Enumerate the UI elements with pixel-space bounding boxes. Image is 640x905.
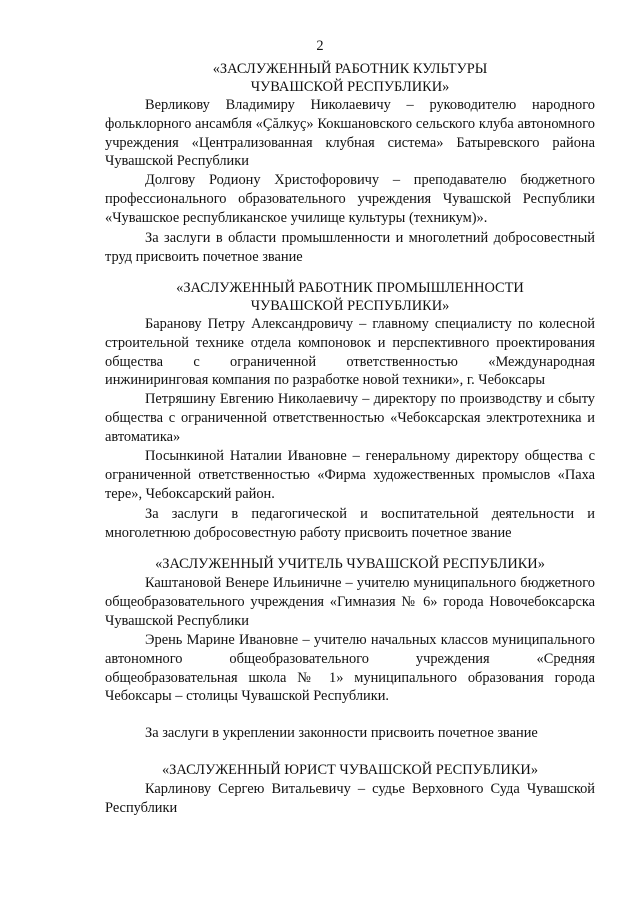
award-entry: Посынкиной Наталии Ивановне – генеральному директору общества с ограниченной ответственностью «Фирма художественных промыслов «Паха тере», Чебоксарский район. <box>105 448 595 502</box>
section-intro-teacher: За заслуги в педагогической и воспитательной деятельности и многолетнюю добросовестную работу присвоить почетное звание <box>105 506 595 541</box>
award-entry: Долгову Родиону Христофоровичу – преподавателю бюджетного профессионального образовательного учреждения Чувашской Республики «Чувашское республиканское училище культуры (техникум)». <box>105 172 595 226</box>
section-title-teacher <box>105 555 595 573</box>
award-entry: Баранову Петру Александровичу – главному специалисту по колесной строительной технике отдела компоновок и перспективного проектирования общества с ограниченной ответственностью «Международная инжиниринговая компания по разработке новой техники», г. Чебоксары <box>105 316 595 389</box>
award-entry: Петряшину Евгению Николаевичу – директору по производству и сбыту общества с ограниченной ответственностью «Чебоксарская электротехника и автоматика» <box>105 391 595 445</box>
section-title-line: «ЗАСЛУЖЕННЫЙ ЮРИСТ ЧУВАШСКОЙ РЕСПУБЛИКИ» <box>161 762 539 778</box>
section-title-line: ЧУВАШСКОЙ РЕСПУБЛИКИ» <box>250 79 450 95</box>
page-number: 2 <box>316 38 324 54</box>
section-title-line: «ЗАСЛУЖЕННЫЙ РАБОТНИК КУЛЬТУРЫ <box>212 61 488 77</box>
section-title-industry <box>105 279 595 315</box>
section-title-line: «ЗАСЛУЖЕННЫЙ РАБОТНИК ПРОМЫШЛЕННОСТИ <box>176 280 524 296</box>
award-entry: Каштановой Венере Ильиничне – учителю муниципального бюджетного общеобразовательного учреждения «Гимназия № 6» города Новочебоксарска Чувашской Республики <box>105 575 595 629</box>
section-title-line: ЧУВАШСКОЙ РЕСПУБЛИКИ» <box>250 298 450 314</box>
section-title-line: «ЗАСЛУЖЕННЫЙ УЧИТЕЛЬ ЧУВАШСКОЙ РЕСПУБЛИКИ» <box>155 556 545 572</box>
award-entry: Верликову Владимиру Николаевичу – руководителю народного фольклорного ансамбля «Çăлкуç» Кокшановского сельского клуба автономного учреждения «Централизованная клубная система» Батыревского района Чувашской Республики <box>105 97 595 170</box>
section-title-lawyer <box>105 761 595 779</box>
award-entry: Карлинову Сергею Витальевичу – судье Верховного Суда Чувашской Республики <box>105 781 595 816</box>
section-intro-industry: За заслуги в области промышленности и многолетний добросовестный труд присвоить почетное звание <box>105 230 595 265</box>
award-entry: Эрень Марине Ивановне – учителю начальных классов муниципального автономного общеобразовательного учреждения «Средняя общеобразовательная школа № 1» муниципального образования города Чебоксары – столицы Чувашской Республики. <box>105 632 595 705</box>
section-title-culture <box>105 60 595 96</box>
section-intro-lawyer: За заслуги в укреплении законности присвоить почетное звание <box>145 725 538 741</box>
